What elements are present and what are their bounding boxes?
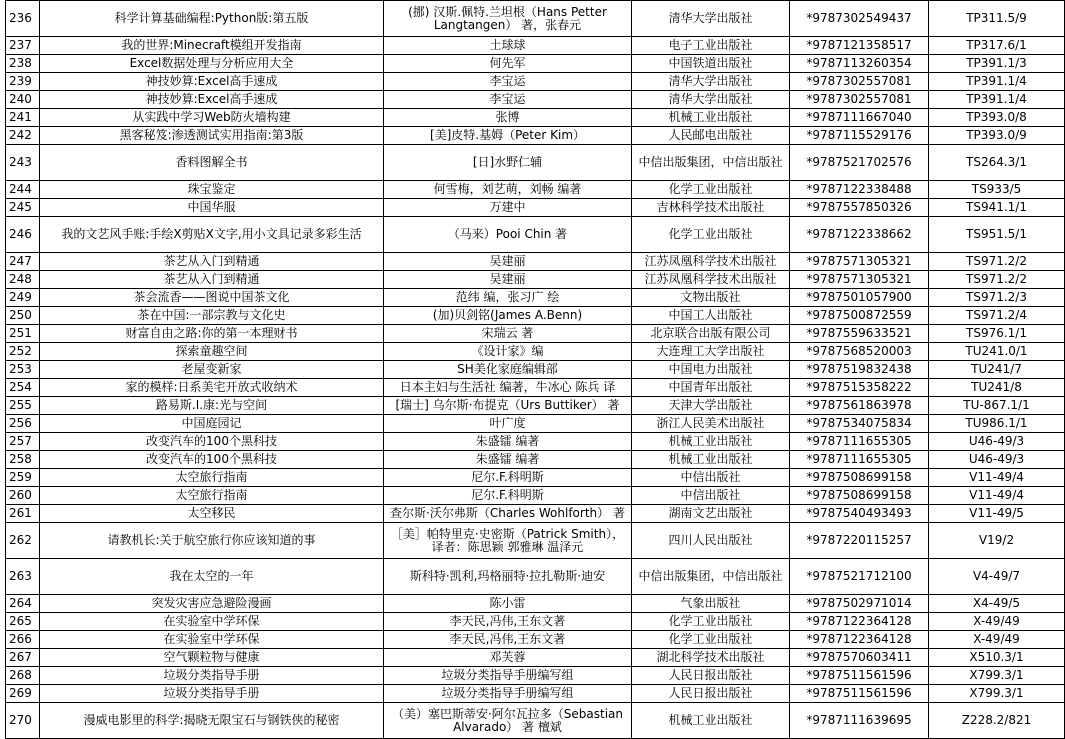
publisher-cell: 化学工业出版社 bbox=[632, 631, 790, 649]
table-row bbox=[6, 415, 1065, 433]
table-row bbox=[6, 109, 1065, 127]
publisher-cell: 化学工业出版社 bbox=[632, 217, 790, 253]
table-row bbox=[6, 631, 1065, 649]
isbn-cell: *9787111667040 bbox=[790, 109, 929, 127]
book-title-cell: 珠宝鉴定 bbox=[40, 181, 384, 199]
row-number-cell: 259 bbox=[6, 469, 40, 487]
author-cell: (加)贝剑铭(James A.Benn) bbox=[384, 307, 632, 325]
author-cell: 邓芙蓉 bbox=[384, 649, 632, 667]
isbn-cell: *9787111655305 bbox=[790, 433, 929, 451]
call-number-cell: TU986.1/1 bbox=[929, 415, 1065, 433]
row-number-cell: 239 bbox=[6, 73, 40, 91]
publisher-cell: 湖南文艺出版社 bbox=[632, 505, 790, 523]
isbn-cell: *9787302549437 bbox=[790, 1, 929, 37]
book-title-cell: 茶艺从入门到精通 bbox=[40, 271, 384, 289]
isbn-cell: *9787511561596 bbox=[790, 667, 929, 685]
book-title-cell: 漫威电影里的科学:揭晓无限宝石与钢铁侠的秘密 bbox=[40, 703, 384, 739]
call-number-cell: TS941.1/1 bbox=[929, 199, 1065, 217]
row-number-cell: 258 bbox=[6, 451, 40, 469]
row-number-cell: 243 bbox=[6, 145, 40, 181]
call-number-cell: TU241/7 bbox=[929, 361, 1065, 379]
table-row bbox=[6, 217, 1065, 253]
book-title-cell: 在实验室中学环保 bbox=[40, 631, 384, 649]
author-cell: ［美］帕特里克·史密斯（Patrick Smith），译者：陈思颖 郭雅琳 温泽元 bbox=[384, 523, 632, 559]
row-number-cell: 262 bbox=[6, 523, 40, 559]
table-row bbox=[6, 505, 1065, 523]
book-title-cell: 在实验室中学环保 bbox=[40, 613, 384, 631]
table-row bbox=[6, 559, 1065, 595]
table-row bbox=[6, 271, 1065, 289]
call-number-cell: V19/2 bbox=[929, 523, 1065, 559]
publisher-cell: 中信出版集团，中信出版社 bbox=[632, 145, 790, 181]
publisher-cell: 化学工业出版社 bbox=[632, 613, 790, 631]
author-cell: 土球球 bbox=[384, 37, 632, 55]
table-row bbox=[6, 37, 1065, 55]
call-number-cell: V11-49/4 bbox=[929, 469, 1065, 487]
publisher-cell: 机械工业出版社 bbox=[632, 109, 790, 127]
book-title-cell: 太空旅行指南 bbox=[40, 487, 384, 505]
author-cell: 李宝运 bbox=[384, 73, 632, 91]
row-number-cell: 238 bbox=[6, 55, 40, 73]
book-title-cell: 空气颗粒物与健康 bbox=[40, 649, 384, 667]
publisher-cell: 吉林科学技术出版社 bbox=[632, 199, 790, 217]
book-title-cell: 请教机长:关于航空旅行你应该知道的事 bbox=[40, 523, 384, 559]
table-row bbox=[6, 145, 1065, 181]
publisher-cell: 机械工业出版社 bbox=[632, 433, 790, 451]
table-row bbox=[6, 685, 1065, 703]
row-number-cell: 237 bbox=[6, 37, 40, 55]
publisher-cell: 清华大学出版社 bbox=[632, 91, 790, 109]
call-number-cell: Z228.2/821 bbox=[929, 703, 1065, 739]
author-cell: 斯科特·凯利,玛格丽特·拉扎勒斯·迪安 bbox=[384, 559, 632, 595]
publisher-cell: 中国电力出版社 bbox=[632, 361, 790, 379]
table-row bbox=[6, 1, 1065, 37]
isbn-cell: *9787122364128 bbox=[790, 631, 929, 649]
isbn-cell: *9787540493493 bbox=[790, 505, 929, 523]
call-number-cell: TP393.0/9 bbox=[929, 127, 1065, 145]
publisher-cell: 中信出版社 bbox=[632, 487, 790, 505]
author-cell: (挪) 汉斯.佩特.兰坦根（Hans Petter Langtangen） 著，张春元 bbox=[384, 1, 632, 37]
book-title-cell: 从实践中学习Web防火墙构建 bbox=[40, 109, 384, 127]
call-number-cell: X-49/49 bbox=[929, 631, 1065, 649]
author-cell: 李天民,冯伟,王东文著 bbox=[384, 631, 632, 649]
table-row bbox=[6, 613, 1065, 631]
isbn-cell: *9787111655305 bbox=[790, 451, 929, 469]
row-number-cell: 268 bbox=[6, 667, 40, 685]
book-title-cell: 家的模样:日系美宅开放式收纳术 bbox=[40, 379, 384, 397]
book-title-cell: 财富自由之路:你的第一本理财书 bbox=[40, 325, 384, 343]
book-title-cell: 太空移民 bbox=[40, 505, 384, 523]
isbn-cell: *9787557850326 bbox=[790, 199, 929, 217]
publisher-cell: 中信出版集团，中信出版社 bbox=[632, 559, 790, 595]
table-row bbox=[6, 397, 1065, 415]
author-cell: 朱盛镭 编著 bbox=[384, 433, 632, 451]
table-row bbox=[6, 253, 1065, 271]
table-row bbox=[6, 289, 1065, 307]
author-cell: （美）塞巴斯蒂安·阿尔瓦拉多（Sebastian Alvarado） 著 檀斌 bbox=[384, 703, 632, 739]
call-number-cell: X4-49/5 bbox=[929, 595, 1065, 613]
row-number-cell: 254 bbox=[6, 379, 40, 397]
book-title-cell: 我在太空的一年 bbox=[40, 559, 384, 595]
call-number-cell: TS971.2/2 bbox=[929, 271, 1065, 289]
author-cell: 叶广度 bbox=[384, 415, 632, 433]
publisher-cell: 清华大学出版社 bbox=[632, 1, 790, 37]
call-number-cell: TP391.1/4 bbox=[929, 73, 1065, 91]
author-cell: 何先军 bbox=[384, 55, 632, 73]
book-title-cell: 我的文艺风手账:手绘X剪贴X文字,用小文具记录多彩生活 bbox=[40, 217, 384, 253]
isbn-cell: *9787115529176 bbox=[790, 127, 929, 145]
row-number-cell: 269 bbox=[6, 685, 40, 703]
author-cell: 李天民,冯伟,王东文著 bbox=[384, 613, 632, 631]
call-number-cell: TS951.5/1 bbox=[929, 217, 1065, 253]
row-number-cell: 266 bbox=[6, 631, 40, 649]
call-number-cell: X-49/49 bbox=[929, 613, 1065, 631]
publisher-cell: 中信出版社 bbox=[632, 469, 790, 487]
publisher-cell: 人民日报出版社 bbox=[632, 685, 790, 703]
publisher-cell: 天津大学出版社 bbox=[632, 397, 790, 415]
publisher-cell: 文物出版社 bbox=[632, 289, 790, 307]
row-number-cell: 250 bbox=[6, 307, 40, 325]
author-cell: 何雪梅，刘艺萌，刘畅 编著 bbox=[384, 181, 632, 199]
row-number-cell: 252 bbox=[6, 343, 40, 361]
isbn-cell: *9787519832438 bbox=[790, 361, 929, 379]
author-cell: 范纬 编，张习广 绘 bbox=[384, 289, 632, 307]
call-number-cell: TU241/8 bbox=[929, 379, 1065, 397]
call-number-cell: TP391.1/3 bbox=[929, 55, 1065, 73]
row-number-cell: 246 bbox=[6, 217, 40, 253]
call-number-cell: V11-49/4 bbox=[929, 487, 1065, 505]
book-title-cell: 神技妙算:Excel高手速成 bbox=[40, 91, 384, 109]
row-number-cell: 253 bbox=[6, 361, 40, 379]
isbn-cell: *9787302557081 bbox=[790, 91, 929, 109]
call-number-cell: TU241.0/1 bbox=[929, 343, 1065, 361]
book-title-cell: 改变汽车的100个黑科技 bbox=[40, 451, 384, 469]
call-number-cell: TS971.2/4 bbox=[929, 307, 1065, 325]
book-list-table bbox=[5, 0, 1065, 739]
row-number-cell: 247 bbox=[6, 253, 40, 271]
table-row bbox=[6, 199, 1065, 217]
author-cell: 张博 bbox=[384, 109, 632, 127]
table-row bbox=[6, 73, 1065, 91]
row-number-cell: 244 bbox=[6, 181, 40, 199]
author-cell: 日本主妇与生活社 编著，牛冰心 陈兵 译 bbox=[384, 379, 632, 397]
book-title-cell: 中国庭园记 bbox=[40, 415, 384, 433]
author-cell: 吴建丽 bbox=[384, 253, 632, 271]
row-number-cell: 236 bbox=[6, 1, 40, 37]
publisher-cell: 四川人民出版社 bbox=[632, 523, 790, 559]
isbn-cell: *9787122338662 bbox=[790, 217, 929, 253]
book-title-cell: 垃圾分类指导手册 bbox=[40, 685, 384, 703]
publisher-cell: 湖北科学技术出版社 bbox=[632, 649, 790, 667]
call-number-cell: TS933/5 bbox=[929, 181, 1065, 199]
isbn-cell: *9787113260354 bbox=[790, 55, 929, 73]
book-title-cell: 茶会流香——图说中国茶文化 bbox=[40, 289, 384, 307]
isbn-cell: *9787501057900 bbox=[790, 289, 929, 307]
isbn-cell: *9787571305321 bbox=[790, 271, 929, 289]
book-title-cell: 香料图解全书 bbox=[40, 145, 384, 181]
author-cell: 尼尔.F.科明斯 bbox=[384, 487, 632, 505]
author-cell: [瑞士] 乌尔斯·布提克（Urs Buttiker） 著 bbox=[384, 397, 632, 415]
book-title-cell: Excel数据处理与分析应用大全 bbox=[40, 55, 384, 73]
isbn-cell: *9787220115257 bbox=[790, 523, 929, 559]
isbn-cell: *9787500872559 bbox=[790, 307, 929, 325]
publisher-cell: 气象出版社 bbox=[632, 595, 790, 613]
row-number-cell: 255 bbox=[6, 397, 40, 415]
call-number-cell: U46-49/3 bbox=[929, 433, 1065, 451]
call-number-cell: TP393.0/8 bbox=[929, 109, 1065, 127]
book-title-cell: 黑客秘笈:渗透测试实用指南:第3版 bbox=[40, 127, 384, 145]
isbn-cell: *9787561863978 bbox=[790, 397, 929, 415]
author-cell: 《设计家》编 bbox=[384, 343, 632, 361]
author-cell: 朱盛镭 编著 bbox=[384, 451, 632, 469]
isbn-cell: *9787571305321 bbox=[790, 253, 929, 271]
call-number-cell: V11-49/5 bbox=[929, 505, 1065, 523]
row-number-cell: 248 bbox=[6, 271, 40, 289]
book-title-cell: 老屋变新家 bbox=[40, 361, 384, 379]
call-number-cell: TU-867.1/1 bbox=[929, 397, 1065, 415]
book-title-cell: 科学计算基础编程:Python版:第五版 bbox=[40, 1, 384, 37]
publisher-cell: 大连理工大学出版社 bbox=[632, 343, 790, 361]
isbn-cell: *9787302557081 bbox=[790, 73, 929, 91]
row-number-cell: 249 bbox=[6, 289, 40, 307]
publisher-cell: 电子工业出版社 bbox=[632, 37, 790, 55]
row-number-cell: 264 bbox=[6, 595, 40, 613]
table-row bbox=[6, 361, 1065, 379]
call-number-cell: TP317.6/1 bbox=[929, 37, 1065, 55]
author-cell: [日]水野仁辅 bbox=[384, 145, 632, 181]
publisher-cell: 机械工业出版社 bbox=[632, 451, 790, 469]
author-cell: 吴建丽 bbox=[384, 271, 632, 289]
book-title-cell: 改变汽车的100个黑科技 bbox=[40, 433, 384, 451]
publisher-cell: 中国青年出版社 bbox=[632, 379, 790, 397]
row-number-cell: 257 bbox=[6, 433, 40, 451]
publisher-cell: 清华大学出版社 bbox=[632, 73, 790, 91]
book-title-cell: 茶艺从入门到精通 bbox=[40, 253, 384, 271]
author-cell: 垃圾分类指导手册编写组 bbox=[384, 685, 632, 703]
book-title-cell: 中国华服 bbox=[40, 199, 384, 217]
isbn-cell: *9787521712100 bbox=[790, 559, 929, 595]
publisher-cell: 浙江人民美术出版社 bbox=[632, 415, 790, 433]
row-number-cell: 270 bbox=[6, 703, 40, 739]
table-row bbox=[6, 127, 1065, 145]
isbn-cell: *9787568520003 bbox=[790, 343, 929, 361]
row-number-cell: 265 bbox=[6, 613, 40, 631]
isbn-cell: *9787502971014 bbox=[790, 595, 929, 613]
table-row bbox=[6, 451, 1065, 469]
call-number-cell: X799.3/1 bbox=[929, 685, 1065, 703]
author-cell: SH美化家庭编辑部 bbox=[384, 361, 632, 379]
table-row bbox=[6, 433, 1065, 451]
isbn-cell: *9787534075834 bbox=[790, 415, 929, 433]
table-row bbox=[6, 325, 1065, 343]
row-number-cell: 261 bbox=[6, 505, 40, 523]
author-cell: 万建中 bbox=[384, 199, 632, 217]
author-cell: 宋瑞云 著 bbox=[384, 325, 632, 343]
row-number-cell: 267 bbox=[6, 649, 40, 667]
row-number-cell: 256 bbox=[6, 415, 40, 433]
isbn-cell: *9787508699158 bbox=[790, 487, 929, 505]
call-number-cell: V4-49/7 bbox=[929, 559, 1065, 595]
author-cell: （马来）Pooi Chin 著 bbox=[384, 217, 632, 253]
publisher-cell: 江苏凤凰科学技术出版社 bbox=[632, 271, 790, 289]
book-title-cell: 我的世界:Minecraft模组开发指南 bbox=[40, 37, 384, 55]
book-title-cell: 探索童趣空间 bbox=[40, 343, 384, 361]
isbn-cell: *9787122338488 bbox=[790, 181, 929, 199]
author-cell: 李宝运 bbox=[384, 91, 632, 109]
table-body bbox=[6, 1, 1065, 739]
row-number-cell: 241 bbox=[6, 109, 40, 127]
author-cell: 陈小雷 bbox=[384, 595, 632, 613]
table-row bbox=[6, 649, 1065, 667]
table-row bbox=[6, 379, 1065, 397]
isbn-cell: *9787511561596 bbox=[790, 685, 929, 703]
isbn-cell: *9787559633521 bbox=[790, 325, 929, 343]
table-row bbox=[6, 487, 1065, 505]
publisher-cell: 中国铁道出版社 bbox=[632, 55, 790, 73]
row-number-cell: 245 bbox=[6, 199, 40, 217]
table-row bbox=[6, 181, 1065, 199]
isbn-cell: *9787521702576 bbox=[790, 145, 929, 181]
isbn-cell: *9787111639695 bbox=[790, 703, 929, 739]
table-row bbox=[6, 91, 1065, 109]
book-title-cell: 垃圾分类指导手册 bbox=[40, 667, 384, 685]
isbn-cell: *9787121358517 bbox=[790, 37, 929, 55]
publisher-cell: 化学工业出版社 bbox=[632, 181, 790, 199]
row-number-cell: 240 bbox=[6, 91, 40, 109]
publisher-cell: 中国工人出版社 bbox=[632, 307, 790, 325]
book-title-cell: 神技妙算:Excel高手速成 bbox=[40, 73, 384, 91]
table-row bbox=[6, 667, 1065, 685]
row-number-cell: 260 bbox=[6, 487, 40, 505]
table-row bbox=[6, 523, 1065, 559]
book-title-cell: 太空旅行指南 bbox=[40, 469, 384, 487]
table-row bbox=[6, 703, 1065, 739]
isbn-cell: *9787122364128 bbox=[790, 613, 929, 631]
table-row bbox=[6, 343, 1065, 361]
book-title-cell: 茶在中国:一部宗教与文化史 bbox=[40, 307, 384, 325]
row-number-cell: 242 bbox=[6, 127, 40, 145]
author-cell: 垃圾分类指导手册编写组 bbox=[384, 667, 632, 685]
call-number-cell: TS264.3/1 bbox=[929, 145, 1065, 181]
publisher-cell: 江苏凤凰科学技术出版社 bbox=[632, 253, 790, 271]
author-cell: 尼尔.F.科明斯 bbox=[384, 469, 632, 487]
isbn-cell: *9787570603411 bbox=[790, 649, 929, 667]
call-number-cell: TP391.1/4 bbox=[929, 91, 1065, 109]
row-number-cell: 251 bbox=[6, 325, 40, 343]
table-row bbox=[6, 595, 1065, 613]
book-title-cell: 突发灾害应急避险漫画 bbox=[40, 595, 384, 613]
call-number-cell: X799.3/1 bbox=[929, 667, 1065, 685]
call-number-cell: U46-49/3 bbox=[929, 451, 1065, 469]
call-number-cell: TP311.5/9 bbox=[929, 1, 1065, 37]
table-row bbox=[6, 307, 1065, 325]
isbn-cell: *9787508699158 bbox=[790, 469, 929, 487]
call-number-cell: TS976.1/1 bbox=[929, 325, 1065, 343]
table-row bbox=[6, 469, 1065, 487]
call-number-cell: X510.3/1 bbox=[929, 649, 1065, 667]
publisher-cell: 机械工业出版社 bbox=[632, 703, 790, 739]
table-row bbox=[6, 55, 1065, 73]
book-title-cell: 路易斯.I.康:光与空间 bbox=[40, 397, 384, 415]
author-cell: [美]皮特.基姆（Peter Kim） bbox=[384, 127, 632, 145]
author-cell: 查尔斯·沃尔弗斯（Charles Wohlforth） 著 bbox=[384, 505, 632, 523]
call-number-cell: TS971.2/2 bbox=[929, 253, 1065, 271]
isbn-cell: *9787515358222 bbox=[790, 379, 929, 397]
call-number-cell: TS971.2/3 bbox=[929, 289, 1065, 307]
publisher-cell: 人民邮电出版社 bbox=[632, 127, 790, 145]
publisher-cell: 北京联合出版有限公司 bbox=[632, 325, 790, 343]
publisher-cell: 人民日报出版社 bbox=[632, 667, 790, 685]
row-number-cell: 263 bbox=[6, 559, 40, 595]
